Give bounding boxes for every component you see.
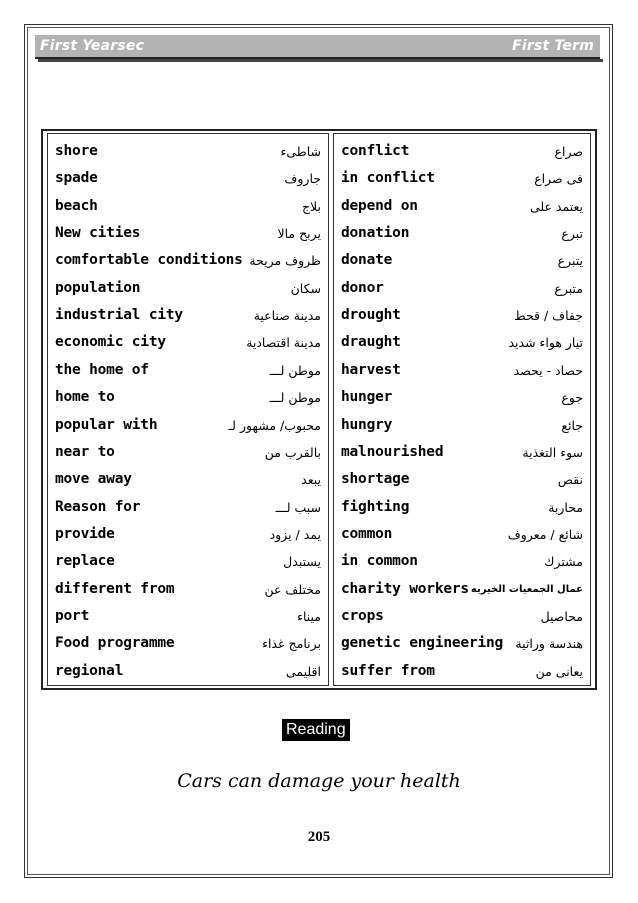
english-term: Reason for xyxy=(55,498,141,515)
english-term: conflict xyxy=(341,143,410,159)
arabic-translation: يربح مالا xyxy=(277,226,321,242)
arabic-translation: بلاج xyxy=(301,198,321,214)
english-term: genetic engineering xyxy=(341,635,504,652)
vocab-row xyxy=(48,631,328,658)
vocab-row xyxy=(48,385,328,412)
vocab-row xyxy=(334,166,590,193)
english-term: Food programme xyxy=(55,635,175,652)
vocab-row xyxy=(48,276,328,303)
english-term: different from xyxy=(55,580,175,597)
english-term: home to xyxy=(55,389,115,406)
page-number: 205 xyxy=(307,829,331,845)
english-term: hungry xyxy=(341,416,393,433)
arabic-translation: سوء التغذية xyxy=(522,444,583,460)
arabic-translation: يبعد xyxy=(301,472,321,488)
arabic-translation: مدينة صناعية xyxy=(253,308,321,324)
arabic-translation: موطن لـــ xyxy=(269,390,321,406)
vocab-row xyxy=(48,577,328,604)
english-term: the home of xyxy=(55,361,149,378)
vocab-row xyxy=(334,248,590,275)
english-term: comfortable conditions xyxy=(55,252,243,269)
arabic-translation: محاربة xyxy=(548,499,583,515)
english-term: donation xyxy=(341,225,410,242)
vocab-row xyxy=(334,303,590,330)
arabic-translation: محبوب/ مشهور لـ xyxy=(228,417,321,433)
arabic-translation: مدينة اقتصادية xyxy=(246,335,321,351)
arabic-translation: سكان xyxy=(290,280,321,296)
english-term: shortage xyxy=(341,471,410,488)
vocab-row xyxy=(334,604,590,631)
english-term: draught xyxy=(341,334,401,351)
english-term: population xyxy=(55,279,141,296)
arabic-translation: مختلف عن xyxy=(264,581,321,597)
vocab-row xyxy=(48,330,328,357)
english-term: near to xyxy=(55,443,115,460)
vocab-row xyxy=(48,358,328,385)
english-term: popular with xyxy=(55,416,158,433)
arabic-translation: متبرع xyxy=(554,280,583,296)
vocab-row xyxy=(48,221,328,248)
arabic-translation: يعانى من xyxy=(535,663,583,679)
english-term: shore xyxy=(55,143,98,159)
english-term: move away xyxy=(55,471,132,488)
arabic-translation: يتبرع xyxy=(557,253,583,269)
arabic-translation: موطن لـــ xyxy=(269,362,321,378)
vocabulary-table xyxy=(41,129,597,690)
arabic-translation: يعتمد على xyxy=(529,198,583,214)
vocab-row xyxy=(334,413,590,440)
english-term: spade xyxy=(55,170,98,187)
vocab-row xyxy=(334,522,590,549)
vocab-row xyxy=(334,139,590,166)
english-term: drought xyxy=(341,307,401,324)
english-term: beach xyxy=(55,197,98,214)
arabic-translation: نقص xyxy=(557,472,583,488)
reading-heading: Reading xyxy=(282,719,350,741)
vocab-row xyxy=(48,522,328,549)
vocab-row xyxy=(48,549,328,576)
english-term: industrial city xyxy=(55,307,183,324)
english-term: suffer from xyxy=(341,662,435,679)
english-term: New cities xyxy=(55,225,141,242)
vocab-row xyxy=(48,659,328,686)
arabic-translation: جاروف xyxy=(284,171,321,187)
arabic-translation: سبب لـــ xyxy=(275,499,321,515)
english-term: common xyxy=(341,525,393,542)
reading-title: Cars can damage your health xyxy=(177,770,461,792)
vocab-row xyxy=(334,385,590,412)
arabic-translation: عمال الجمعيات الخيريه xyxy=(470,583,583,595)
arabic-translation: جفاف / قحط xyxy=(514,308,583,324)
vocab-row xyxy=(334,549,590,576)
vocab-row xyxy=(48,166,328,193)
arabic-translation: اقليمى xyxy=(285,663,321,679)
vocab-row xyxy=(48,495,328,522)
english-term: fighting xyxy=(341,498,410,515)
vocab-row xyxy=(48,604,328,631)
english-term: harvest xyxy=(341,361,401,378)
vocabulary-column-left xyxy=(47,133,329,686)
vocab-row xyxy=(48,413,328,440)
english-term: replace xyxy=(55,553,115,570)
vocab-row xyxy=(334,577,590,604)
arabic-translation: تبرع xyxy=(561,226,583,242)
english-term: hunger xyxy=(341,389,393,406)
english-term: depend on xyxy=(341,197,418,214)
arabic-translation: بالقرب من xyxy=(264,444,321,460)
arabic-translation: محاصيل xyxy=(540,608,583,624)
english-term: regional xyxy=(55,662,124,679)
arabic-translation: شائع / معروف xyxy=(507,526,583,542)
vocab-row xyxy=(48,248,328,275)
header-shadow xyxy=(38,59,603,62)
header-term: First Term xyxy=(512,38,594,54)
english-term: in common xyxy=(341,553,418,570)
vocab-row xyxy=(334,495,590,522)
vocabulary-column-right xyxy=(333,133,591,686)
english-term: crops xyxy=(341,607,384,624)
arabic-translation: صراع xyxy=(554,144,583,159)
english-term: provide xyxy=(55,525,115,542)
arabic-translation: حصاد - يحصد xyxy=(513,362,583,378)
arabic-translation: فى صراع xyxy=(534,171,583,187)
vocab-row xyxy=(48,139,328,166)
arabic-translation: جوع xyxy=(561,390,583,406)
arabic-translation: تيار هواء شديد xyxy=(508,335,583,351)
english-term: donor xyxy=(341,279,384,296)
header-bar xyxy=(35,35,600,59)
vocab-row xyxy=(334,358,590,385)
arabic-translation: يمد / يزود xyxy=(269,526,321,542)
vocab-row xyxy=(334,631,590,658)
vocab-row xyxy=(334,659,590,686)
header-year: First Yearsec xyxy=(40,38,145,54)
english-term: donate xyxy=(341,252,393,269)
arabic-translation: جائع xyxy=(561,417,583,433)
english-term: in conflict xyxy=(341,170,435,187)
vocab-row xyxy=(334,440,590,467)
vocab-row xyxy=(334,194,590,221)
arabic-translation: هندسة وراثية xyxy=(515,636,583,652)
arabic-translation: يستبدل xyxy=(283,554,321,570)
vocab-row xyxy=(48,303,328,330)
english-term: charity workers xyxy=(341,580,469,597)
english-term: malnourished xyxy=(341,443,444,460)
arabic-translation: ظروف مريحة xyxy=(249,253,321,269)
english-term: port xyxy=(55,607,90,624)
arabic-translation: ميناء xyxy=(297,608,321,624)
vocab-row xyxy=(334,276,590,303)
arabic-translation: مشترك xyxy=(544,554,583,570)
arabic-translation: شاطىء xyxy=(280,144,321,159)
vocab-row xyxy=(48,467,328,494)
arabic-translation: برنامج غذاء xyxy=(262,636,321,652)
vocab-row xyxy=(334,221,590,248)
vocab-row xyxy=(334,330,590,357)
vocab-row xyxy=(48,194,328,221)
vocab-row xyxy=(48,440,328,467)
english-term: economic city xyxy=(55,334,166,351)
vocab-row xyxy=(334,467,590,494)
